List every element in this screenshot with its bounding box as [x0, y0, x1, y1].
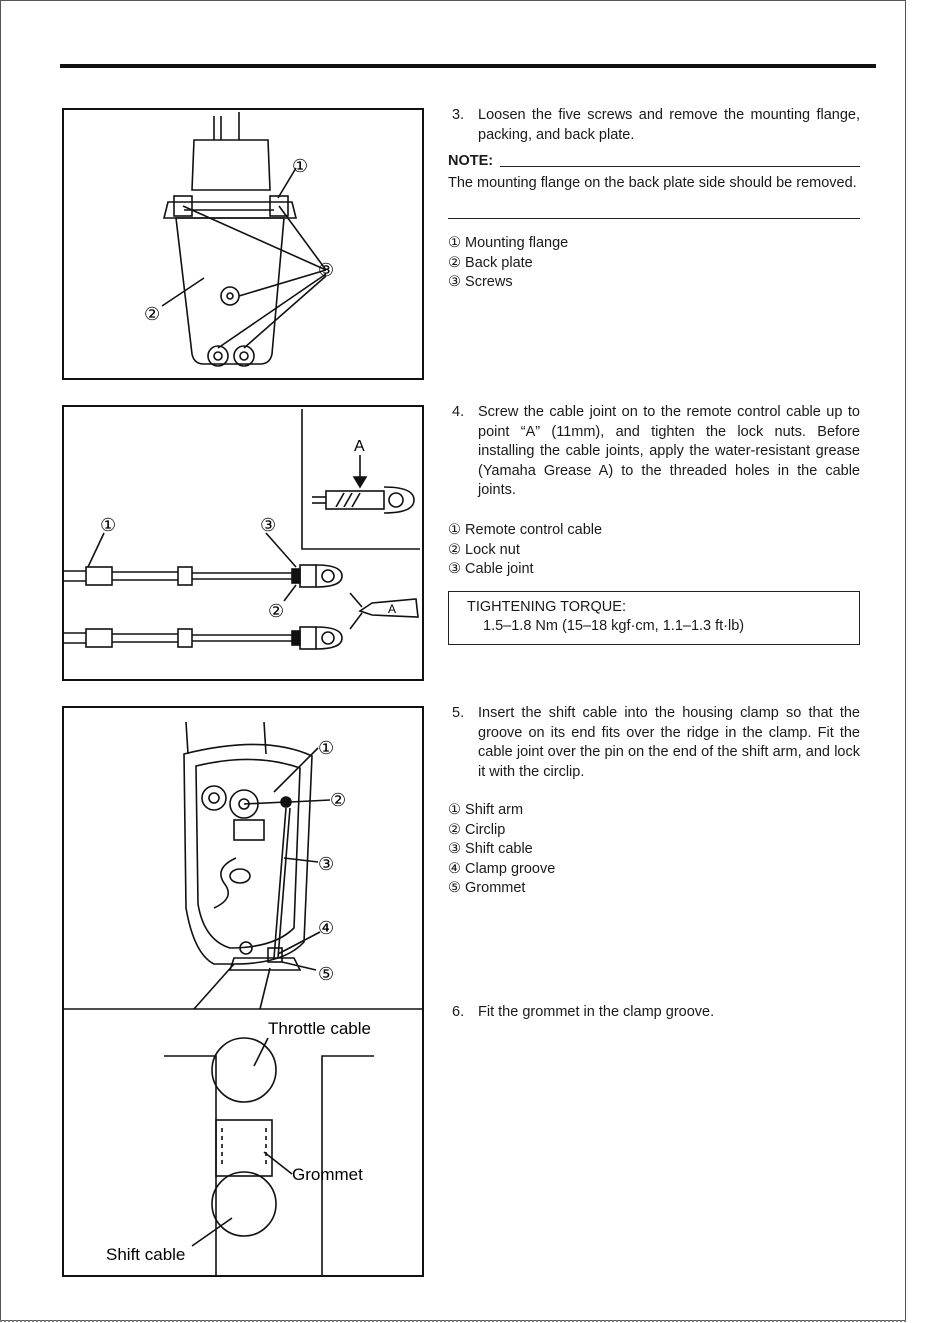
bottom-edge-dots	[0, 1320, 906, 1322]
torque-value: 1.5–1.8 Nm (15–18 kgf·cm, 1.1–1.3 ft·lb)	[483, 618, 745, 634]
step-6-text: Fit the grommet in the clamp groove.	[478, 1004, 715, 1020]
grommet-label: Grommet	[292, 1165, 363, 1184]
fig3-callout-2: ②	[330, 790, 347, 810]
step-3-legend	[448, 234, 568, 293]
fig3-callout-4: ④	[318, 918, 335, 938]
legend-item: ④ Clamp groove	[448, 860, 556, 877]
legend-item: ③ Cable joint	[448, 561, 534, 577]
step-4-legend	[448, 521, 602, 580]
legend-item: ② Lock nut	[448, 541, 520, 558]
torque-title: TIGHTENING TORQUE:	[467, 599, 626, 615]
figure-cable-joint	[62, 405, 424, 681]
legend-item: ① Remote control cable	[448, 522, 603, 538]
step-3-number: 3.	[452, 107, 465, 123]
legend-item: ② Back plate	[448, 254, 533, 271]
legend-item: ③ Screws	[448, 274, 513, 290]
fig2-inset-a-label: A	[354, 438, 365, 455]
step-5-legend	[448, 801, 555, 899]
legend-item: ① Mounting flange	[448, 235, 569, 251]
back-plate-illustration	[64, 110, 422, 378]
fig3-callout-3: ③	[318, 854, 335, 874]
step-3-text: Loosen the five screws and remove the mounting flange, packing, and back plate.	[478, 107, 860, 143]
figure-shift-cable	[62, 706, 424, 1277]
fig2-callout-1: ①	[100, 515, 117, 535]
fig1-callout-1: ①	[292, 156, 309, 176]
fig1-callout-2: ②	[144, 304, 161, 324]
shift-cable-label: Shift cable	[106, 1245, 186, 1264]
fig2-callout-3: ③	[260, 515, 277, 535]
note-text: The mounting flange on the back plate side should be removed.	[448, 175, 857, 191]
step-4-text: Screw the cable joint on to the remote control cable up to point “A” (11mm), and tighten the lock nuts. Before installing the cable joints, apply the water-resistant grease (Yamaha Grease A) to the threaded holes in the cable joints.	[478, 404, 860, 498]
step-5-text: Insert the shift cable into the housing clamp so that the groove on its end fits over the ridge in the clamp. Fit the cable joint over the pin on the end of the shift arm, and lock it with the circlip.	[478, 705, 860, 780]
cable-joint-illustration	[64, 407, 422, 679]
page-edge	[906, 0, 932, 1323]
note-bottom-rule	[448, 218, 860, 219]
fig2-grease-a-label: A	[388, 602, 397, 616]
shift-cable-illustration	[64, 708, 422, 1275]
figure-back-plate	[62, 108, 424, 380]
fig3-callout-5: ⑤	[318, 964, 335, 984]
throttle-cable-label: Throttle cable	[268, 1019, 371, 1038]
legend-item: ② Circlip	[448, 821, 506, 838]
fig2-callout-2: ②	[268, 601, 285, 621]
note-top-rule	[500, 166, 860, 167]
note-label: NOTE:	[448, 153, 494, 169]
legend-item: ⑤ Grommet	[448, 880, 526, 896]
fig1-callout-3: ③	[318, 260, 335, 280]
step-5-number: 5.	[452, 705, 465, 721]
step-6-number: 6.	[452, 1004, 465, 1020]
legend-item: ① Shift arm	[448, 802, 524, 818]
fig3-callout-1: ①	[318, 738, 335, 758]
torque-box	[448, 591, 860, 645]
header-rule	[60, 64, 876, 68]
step-4-number: 4.	[452, 404, 465, 420]
legend-item: ③ Shift cable	[448, 841, 533, 857]
